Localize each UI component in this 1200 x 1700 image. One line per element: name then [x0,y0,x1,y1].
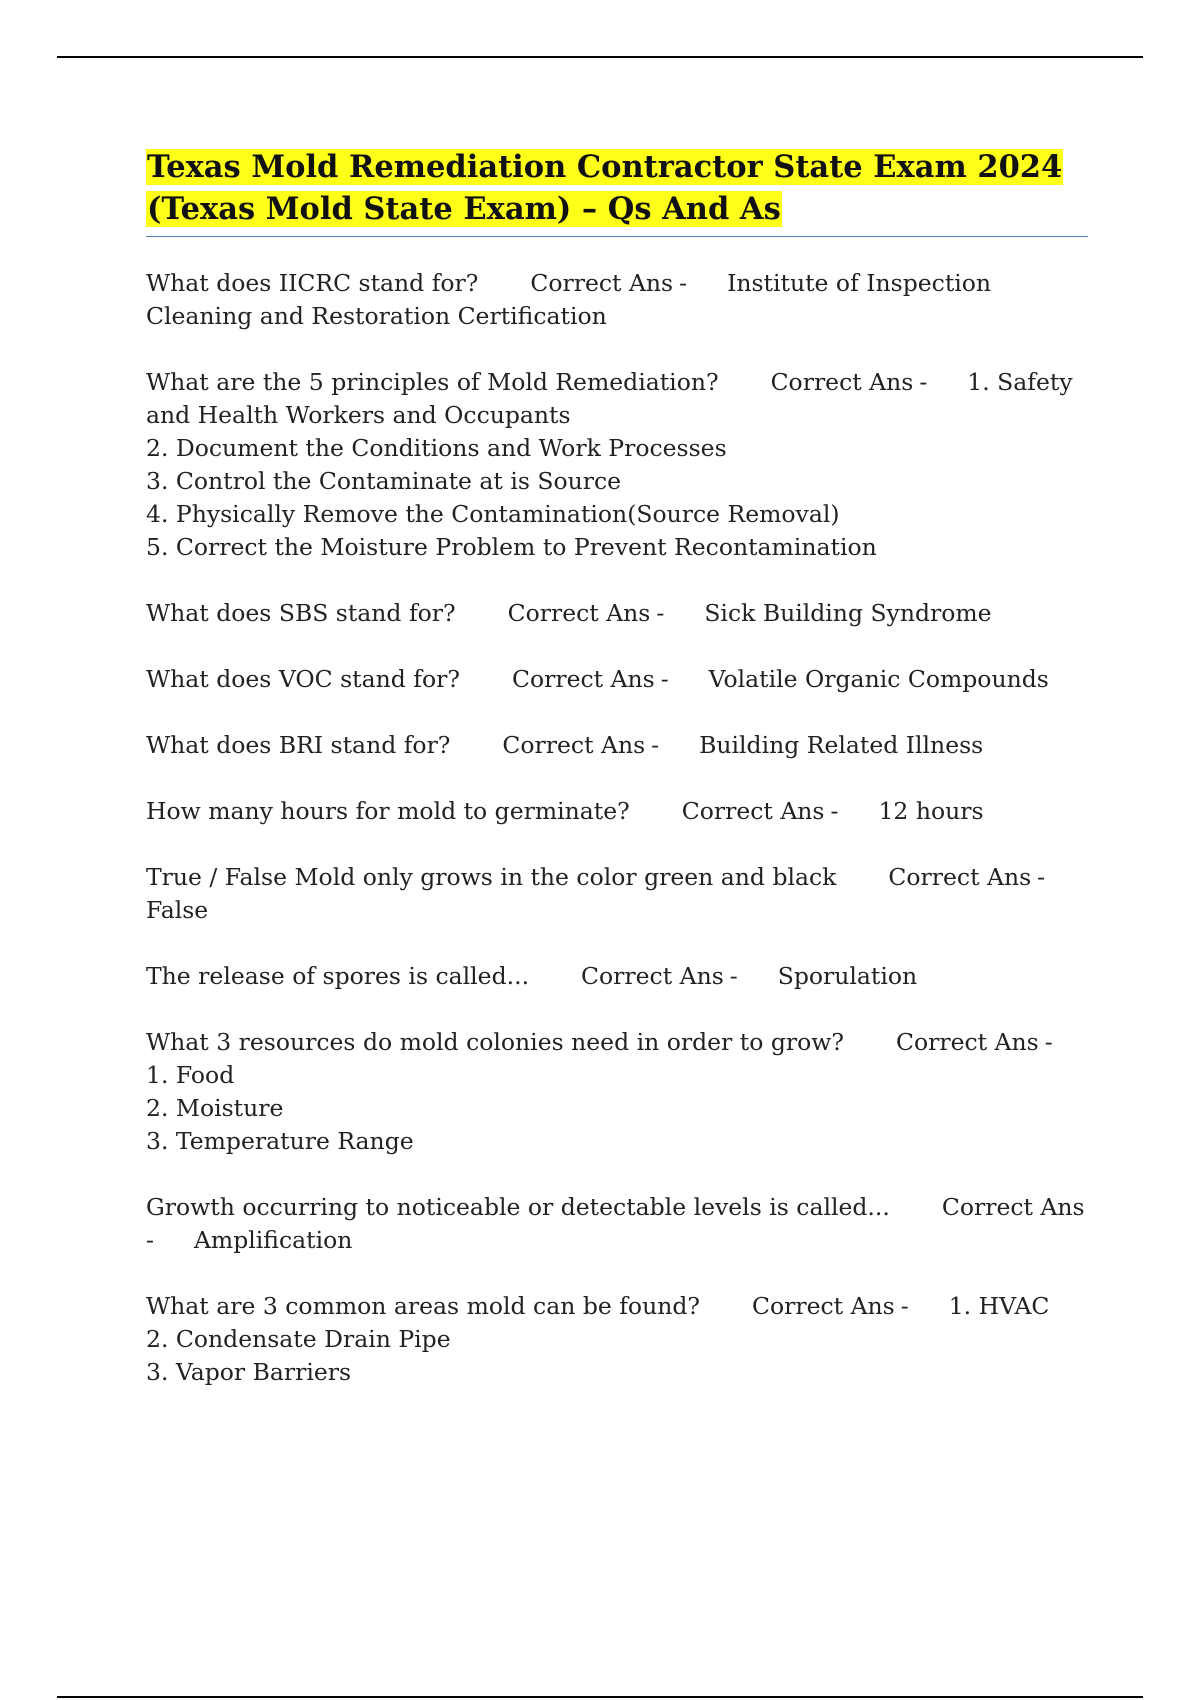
question-line [146,663,1088,696]
answer-text: 12 hours [878,797,984,825]
question-text: What does IICRC stand for? [146,269,479,297]
answer-line [146,1224,1088,1257]
title-line-2: (Texas Mold State Exam) – Qs And As [147,191,781,227]
correct-ans-label: Correct Ans [941,1193,1085,1221]
answer-separator: - [1037,863,1046,891]
answer-separator: - [919,368,928,396]
qa-item [146,1191,1088,1257]
qa-item [146,366,1088,564]
answer-text: 4. Physically Remove the Contamination(Source Removal) [146,500,840,528]
question-text: What does BRI stand for? [146,731,451,759]
question-line [146,795,1088,828]
question-text: Growth occurring to noticeable or detectable levels is called... [146,1193,890,1221]
answer-separator: - [146,1226,154,1254]
answer-text: and Health Workers and Occupants [146,401,571,429]
answer-line [146,531,1088,564]
answer-text: Amplification [193,1226,353,1254]
qa-item [146,1290,1088,1389]
question-line [146,1026,1088,1059]
correct-ans-label: Correct Ans [511,665,655,693]
answer-text: 3. Vapor Barriers [146,1358,352,1386]
correct-ans-label: Correct Ans [888,863,1032,891]
answer-separator: - [656,599,665,627]
header-rule [57,56,1143,58]
correct-ans-label: Correct Ans [502,731,646,759]
answer-line [146,1125,1088,1158]
answer-line [146,399,1088,432]
answer-line [146,1356,1088,1389]
question-line [146,597,1088,630]
answer-line [146,1092,1088,1125]
qa-item [146,729,1088,762]
question-text: What does VOC stand for? [146,665,460,693]
answer-text: False [146,896,209,924]
question-text: True / False Mold only grows in the color green and black [146,863,837,891]
qa-item [146,267,1088,333]
question-text: What does SBS stand for? [146,599,456,627]
qa-item [146,960,1088,993]
answer-text: 3. Temperature Range [146,1127,414,1155]
question-line [146,1191,1088,1224]
question-line [146,729,1088,762]
answer-line [146,300,1088,333]
answer-text: Institute of Inspection [727,269,992,297]
answer-line [146,894,1088,927]
correct-ans-label: Correct Ans [681,797,825,825]
answer-text: 2. Condensate Drain Pipe [146,1325,451,1353]
answer-text: Cleaning and Restoration Certification [146,302,607,330]
answer-text: 2. Document the Conditions and Work Processes [146,434,727,462]
question-text: What are the 5 principles of Mold Remediation? [146,368,719,396]
question-line [146,267,1088,300]
correct-ans-label: Correct Ans [770,368,914,396]
answer-line [146,1059,1088,1092]
correct-ans-label: Correct Ans [752,1292,895,1320]
answer-text: 3. Control the Contaminate at is Source [146,467,622,495]
question-line [146,960,1088,993]
answer-text: Volatile Organic Compounds [708,665,1049,693]
answer-line [146,432,1088,465]
answer-text: 2. Moisture [146,1094,284,1122]
answer-text: 1. Food [146,1061,235,1089]
answer-separator: - [660,665,669,693]
qa-item [146,861,1088,927]
qa-list [146,267,1088,1389]
answer-separator: - [900,1292,909,1320]
document-title [146,146,1088,237]
question-text: What are 3 common areas mold can be found? [146,1292,700,1320]
answer-text: 5. Correct the Moisture Problem to Prevent Recontamination [146,533,877,561]
question-line [146,366,1088,399]
question-line [146,861,1088,894]
answer-line [146,1323,1088,1356]
answer-text: 1. HVAC [948,1292,1050,1320]
correct-ans-label: Correct Ans [507,599,651,627]
answer-text: Sporulation [777,962,918,990]
correct-ans-label: Correct Ans [581,962,724,990]
answer-text: Building Related Illness [699,731,984,759]
question-text: The release of spores is called... [146,962,530,990]
question-text: What 3 resources do mold colonies need in order to grow? [146,1028,844,1056]
answer-line [146,498,1088,531]
answer-text: 1. Safety [967,368,1073,396]
answer-separator: - [679,269,688,297]
qa-item [146,597,1088,630]
qa-item [146,795,1088,828]
answer-separator: - [651,731,660,759]
footer-rule [57,1696,1143,1698]
document-body [146,146,1088,1422]
title-line-1: Texas Mold Remediation Contractor State Exam 2024 [147,149,1063,185]
qa-item [146,663,1088,696]
answer-separator: - [729,962,738,990]
answer-separator: - [1044,1028,1053,1056]
qa-item [146,1026,1088,1158]
correct-ans-label: Correct Ans [530,269,674,297]
question-line [146,1290,1088,1323]
answer-text: Sick Building Syndrome [704,599,992,627]
answer-line [146,465,1088,498]
question-text: How many hours for mold to germinate? [146,797,630,825]
answer-separator: - [830,797,839,825]
correct-ans-label: Correct Ans [895,1028,1039,1056]
